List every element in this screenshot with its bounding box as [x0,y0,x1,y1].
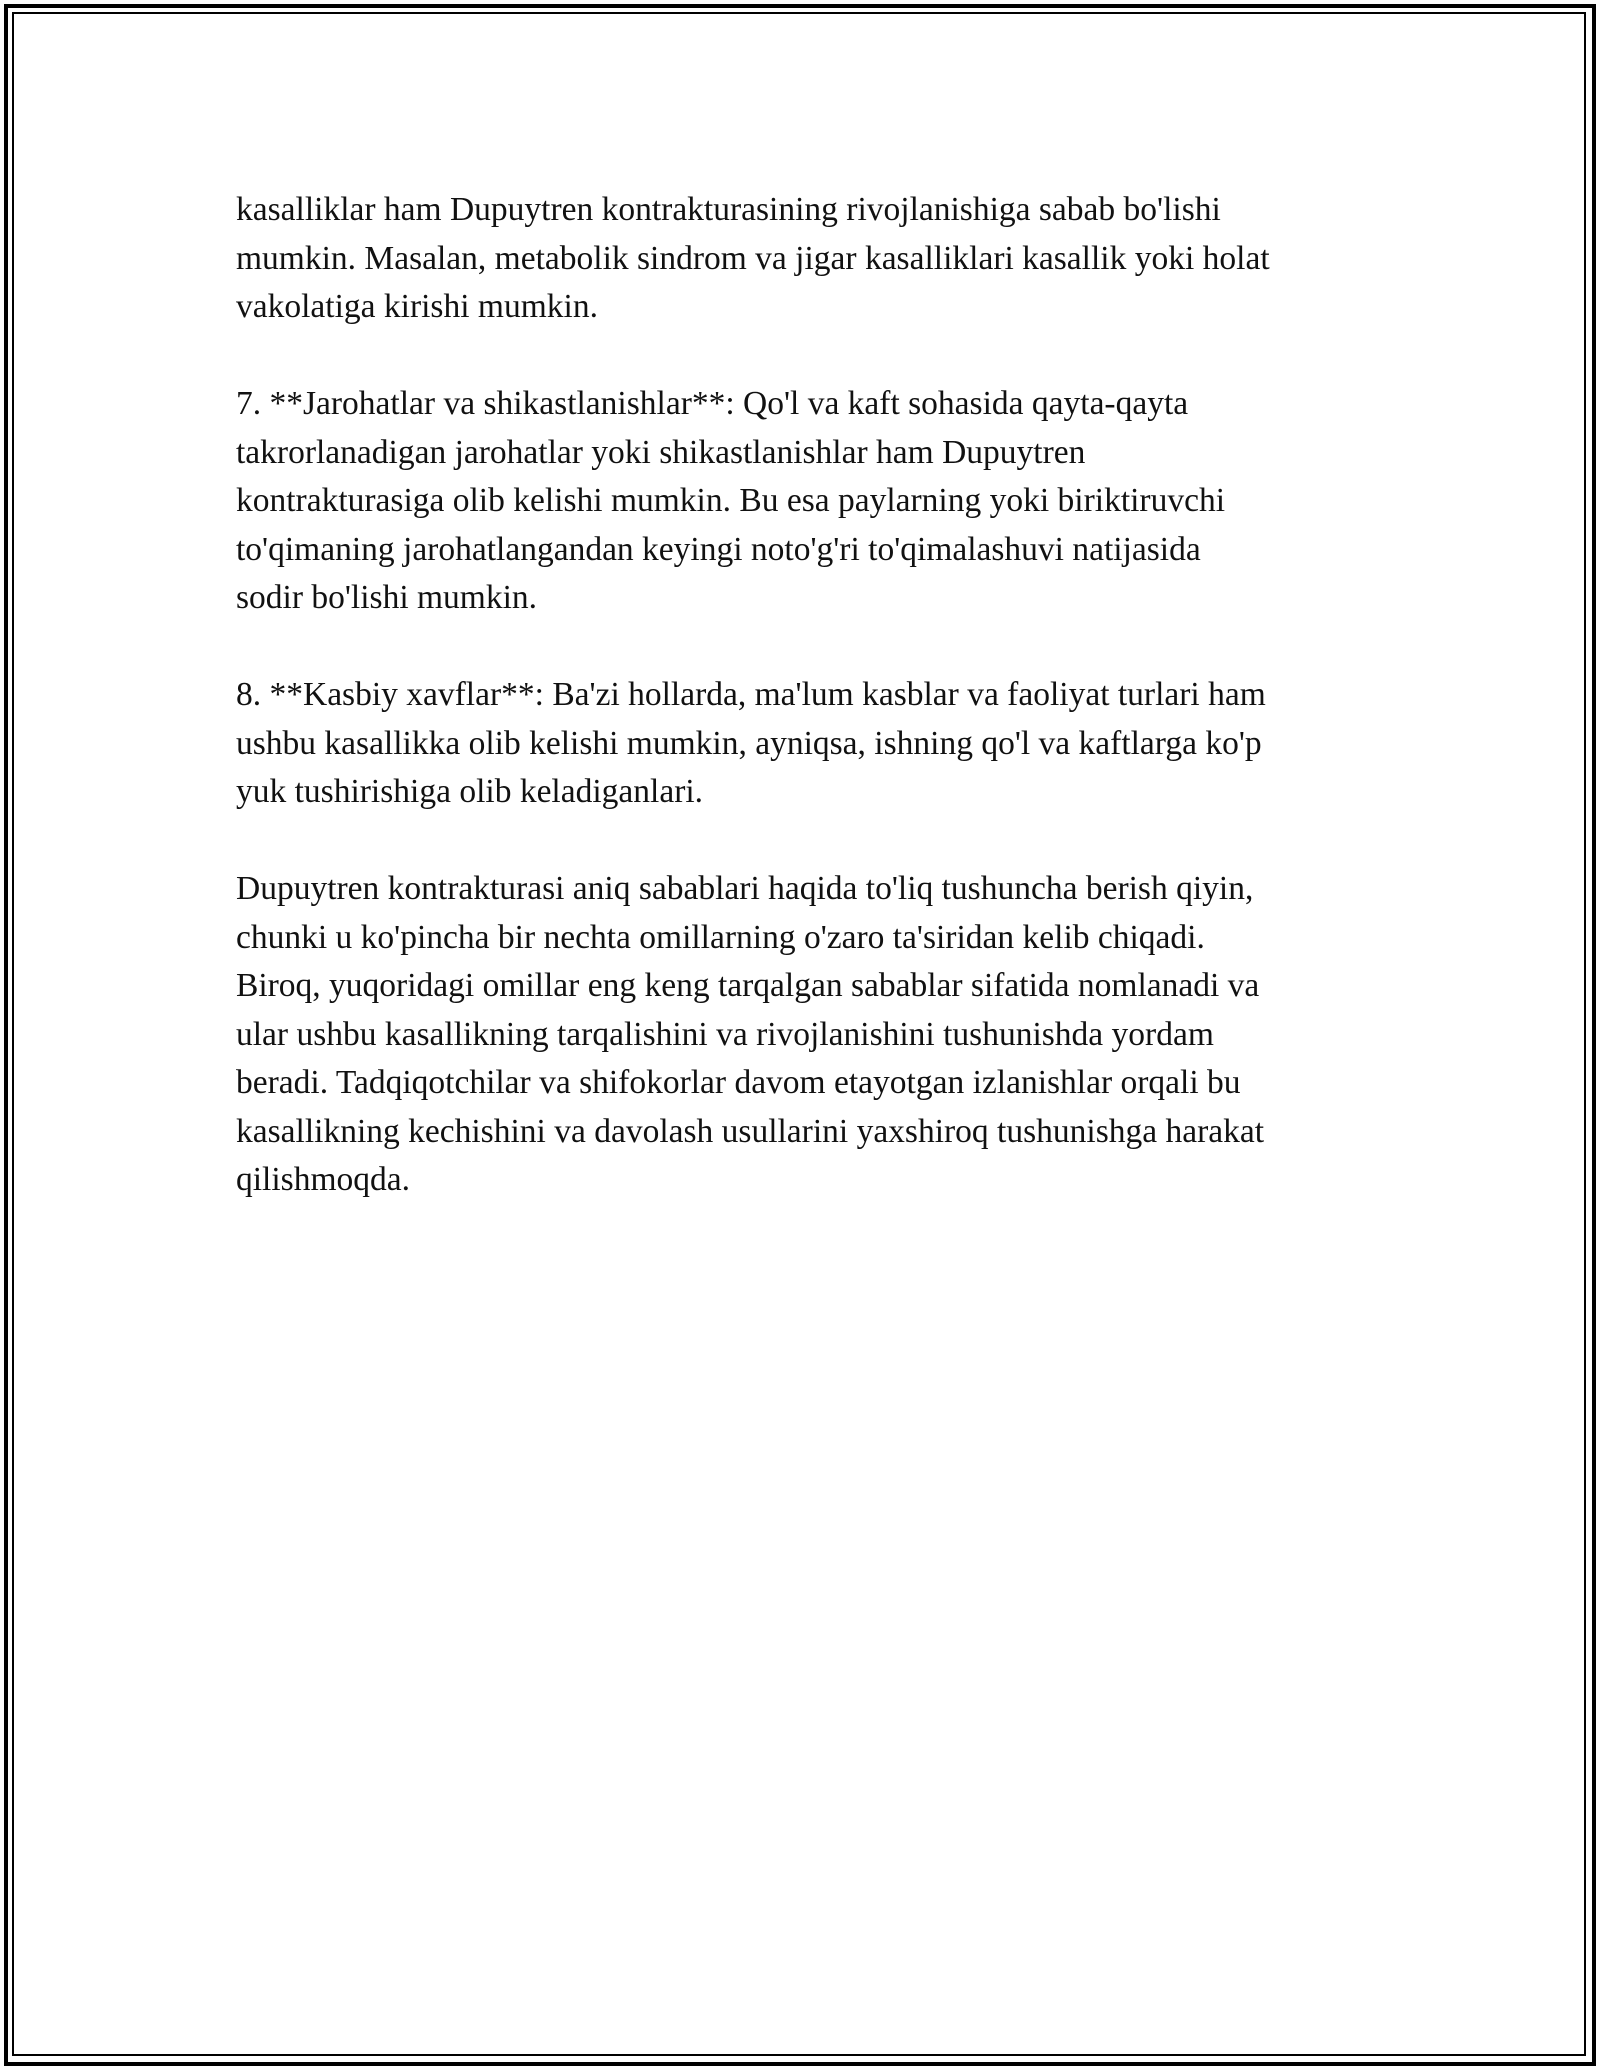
paragraph-conclusion: Dupuytren kontrakturasi aniq sabablari haqida to'liq tushuncha berish qiyin, chunki u ko'pincha bir nechta omillarning o'zaro ta'siridan kelib chiqadi. Biroq, yuqoridagi omillar eng keng tarqalgan sabablar sifatida nomlanadi va ular ushbu kasallikning tarqalishini va rivojlanishini tushunishda yordam beradi. Tadqiqotchilar va shifokorlar davom etayotgan izlanishlar orqali bu kasallikning kechishini va davolash usullarini yaxshiroq tushunishga harakat qilishmoqda. [236,870,1265,1198]
paragraph-comorbid-diseases: kasalliklar ham Dupuytren kontrakturasining rivojlanishiga sabab bo'lishi mumkin. Masalan, metabolik sindrom va jigar kasalliklari kasallik yoki holat vakolatiga kirishi mumkin. [236,191,1270,325]
document-body [236,186,1386,1253]
paragraph-occupational-risks: 8. **Kasbiy xavflar**: Ba'zi hollarda, ma'lum kasblar va faoliyat turlari ham ushbu kasallikka olib kelishi mumkin, ayniqsa, ishning qo'l va kaftlarga ko'p yuk tushirishiga olib keladiganlari. [236,676,1266,810]
paragraph-injuries: 7. **Jarohatlar va shikastlanishlar**: Qo'l va kaft sohasida qayta-qayta takrorlanadigan jarohatlar yoki shikastlanishlar ham Dupuytren kontrakturasiga olib kelishi mumkin. Bu esa paylarning yoki biriktiruvchi to'qimaning jarohatlangandan keyingi noto'g'ri to'qimalashuvi natijasida sodir bo'lishi mumkin. [236,385,1226,616]
